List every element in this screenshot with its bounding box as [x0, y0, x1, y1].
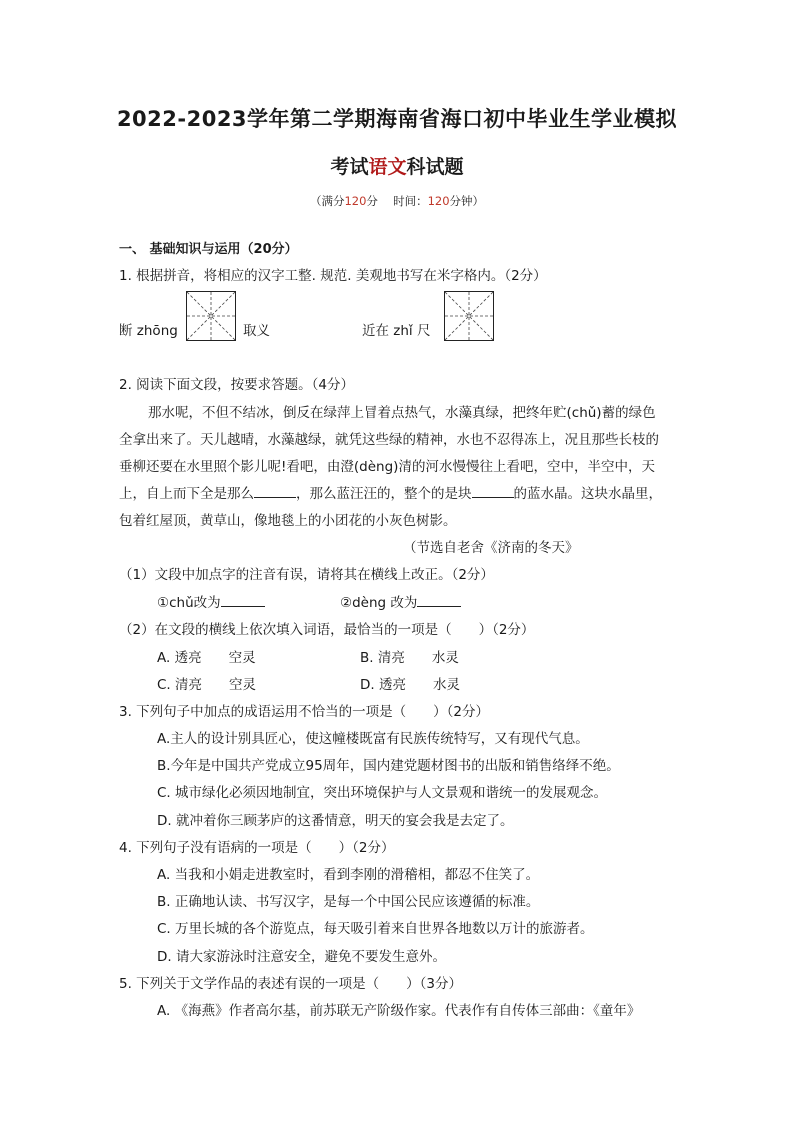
q2-sub1-answer-a — [157, 591, 265, 611]
option-b[interactable]: B. 清亮 水灵 — [360, 650, 459, 666]
q1-item1-suffix: 取义 — [243, 323, 270, 339]
section-heading: 一、 基础知识与运用（20分） — [119, 242, 298, 257]
q4-option-c[interactable]: C. 万里长城的各个游览点，每天吸引着来自世界各地数以万计的旅游者。 — [157, 921, 594, 937]
mi-grid-icon — [187, 292, 235, 340]
q3-stem: 3. 下列句子中加点的成语运用不恰当的一项是（ ）（2分） — [119, 704, 490, 720]
q3-option-c[interactable]: C. 城市绿化必须因地制宜，突出环境保护与人文景观和谐统一的发展观念。 — [157, 785, 608, 801]
passage-line — [119, 482, 662, 502]
passage-line: 全拿出来了。天儿越晴，水藻越绿，就凭这些绿的精神，水也不忍得冻上，况且那些长枝的 — [119, 432, 659, 448]
passage-line: 那水呢，不但不结冰，倒反在绿萍上冒着点热气，水藻真绿，把终年贮(chǔ)蓄的绿色 — [148, 405, 656, 421]
mi-grid-box-2[interactable] — [444, 291, 494, 341]
exam-title-line1: 2022-2023学年第二学期海南省海口初中毕业生学业模拟 — [116, 107, 678, 131]
passage-line: 包着红屋顶，黄草山，像地毯上的小团花的小灰色树影。 — [119, 513, 457, 529]
passage-text: 的蓝水晶。这块水晶里， — [513, 486, 662, 502]
q1-item2-pinyin: 近在 zhǐ 尺 — [362, 323, 431, 339]
passage-text: 上，自上而下全是那么 — [119, 486, 254, 502]
q4-option-a[interactable]: A. 当我和小娟走进教室时，看到李刚的滑稽相，都忍不住笑了。 — [157, 867, 540, 883]
mi-grid-icon — [445, 292, 493, 340]
passage-text: ，那么蓝汪汪的，整个的是块 — [296, 486, 472, 502]
subtitle-text: 分钟） — [449, 194, 485, 208]
title-subject: 语文 — [368, 156, 407, 178]
answer-label: ②dèng 改为 — [340, 595, 418, 611]
q3-option-b[interactable]: B.今年是中国共产党成立95周年，国内建党题材图书的出版和销售络绎不绝。 — [157, 758, 620, 774]
exam-title-line2 — [0, 152, 794, 179]
q2-sub1: （1）文段中加点字的注音有误，请将其在横线上改正。（2分） — [119, 567, 494, 583]
q5-stem: 5. 下列关于文学作品的表述有误的一项是（ ）（3分） — [119, 976, 463, 992]
q4-stem: 4. 下列句子没有语病的一项是（ ）（2分） — [119, 840, 395, 856]
answer-blank[interactable] — [417, 594, 461, 607]
q2-sub1-answer-b — [340, 591, 461, 611]
q4-option-b[interactable]: B. 正确地认读、书写汉字，是每一个中国公民应该遵循的标准。 — [157, 894, 540, 910]
option-d[interactable]: D. 透亮 水灵 — [360, 677, 460, 693]
subtitle-text: （满分 — [309, 194, 345, 208]
option-a[interactable]: A. 透亮 空灵 — [157, 650, 256, 666]
q2-stem: 2. 阅读下面文段，按要求答题。（4分） — [119, 377, 355, 393]
q2-sub2: （2）在文段的横线上依次填入词语，最恰当的一项是（ ）（2分） — [119, 622, 535, 638]
exam-subtitle — [0, 193, 794, 209]
title-part: 科试题 — [406, 156, 464, 178]
q4-option-d[interactable]: D. 请大家游泳时注意安全，避免不要发生意外。 — [157, 949, 446, 965]
q1-item1-pinyin: 断 zhōng — [119, 323, 178, 339]
full-score: 120 — [344, 194, 367, 208]
title-part: 考试 — [330, 156, 369, 178]
passage-line: 垂柳还要在水里照个影儿呢!看吧，由澄(dèng)清的河水慢慢往上看吧，空中，半空中，天 — [119, 459, 655, 475]
q3-option-a[interactable]: A.主人的设计别具匠心，使这幢楼既富有民族传统特写，又有现代气息。 — [157, 731, 589, 747]
mi-grid-box-1[interactable] — [186, 291, 236, 341]
q1-stem: 1. 根据拼音，将相应的汉字工整. 规范. 美观地书写在米字格内。（2分） — [119, 268, 547, 284]
fill-blank-1[interactable] — [254, 485, 296, 498]
fill-blank-2[interactable] — [472, 485, 514, 498]
subtitle-text: 分 时间： — [366, 194, 428, 208]
exam-time: 120 — [427, 194, 450, 208]
q5-option-a[interactable]: A. 《海燕》作者高尔基，前苏联无产阶级作家。代表作有自传体三部曲：《童年》 — [157, 1003, 641, 1019]
answer-label: ①chǔ改为 — [157, 595, 221, 611]
option-c[interactable]: C. 清亮 空灵 — [157, 677, 257, 693]
q3-option-d[interactable]: D. 就冲着你三顾茅庐的这番情意，明天的宴会我是去定了。 — [157, 813, 514, 829]
passage-source: （节选自老舍《济南的冬天》 — [403, 540, 579, 556]
answer-blank[interactable] — [221, 594, 265, 607]
